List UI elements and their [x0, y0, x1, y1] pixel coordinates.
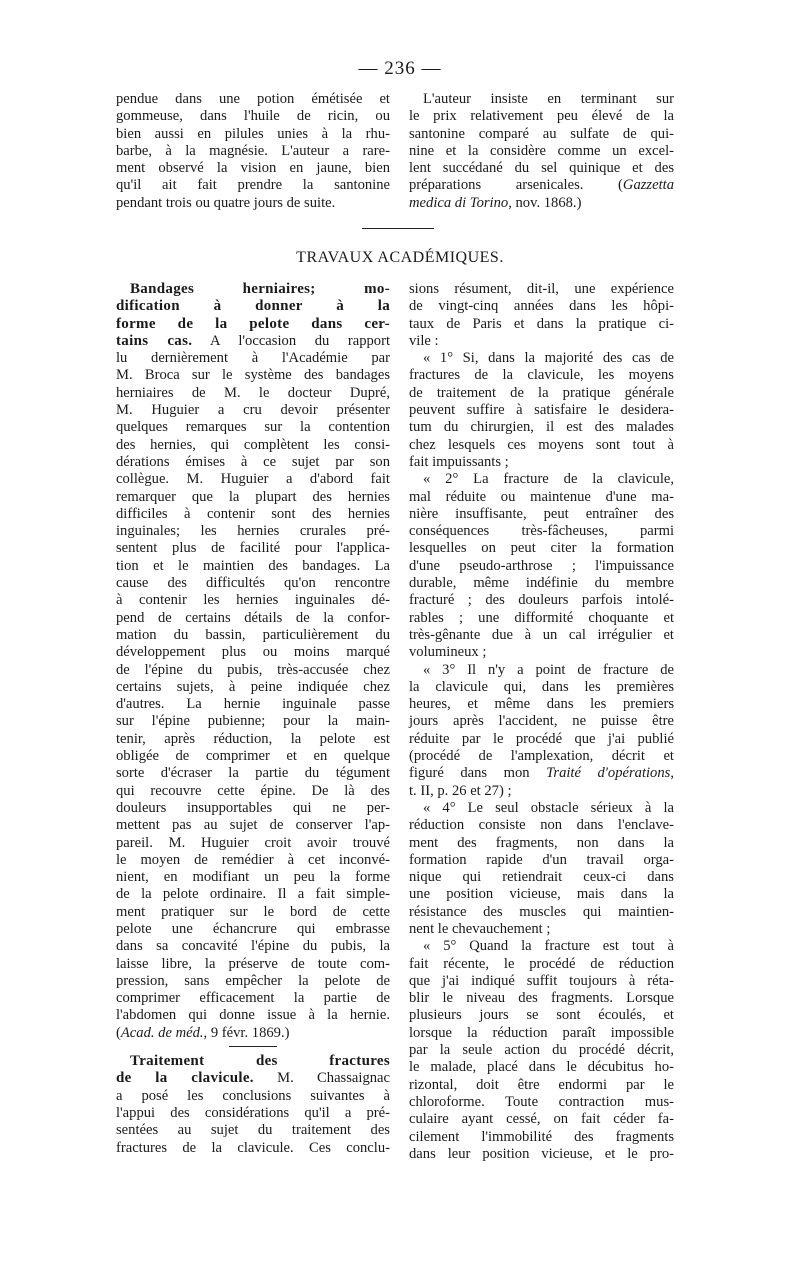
citation-date: , 9 févr. 1869.): [203, 1024, 290, 1041]
text-line: de vingt-cinq années dans les hôpi-: [409, 298, 674, 315]
text-line: « 2° La fracture de la clavicule,: [423, 471, 674, 488]
text-line: de traitement de la pratique générale: [409, 384, 674, 401]
text-line: santonine comparé au sulfate de qui-: [409, 125, 674, 142]
text-line: que j'ai indiqué suffit toujours à réta-: [409, 972, 674, 989]
text-line: lent succédané du sel quinique et des: [409, 160, 674, 177]
citation-paren: (: [618, 177, 623, 194]
text-line: mettent pas au sujet de conserver l'ap-: [116, 817, 390, 834]
text-line: par la seule action du procédé décrit,: [409, 1042, 674, 1059]
text-line: tenir, après réduction, la pelote est: [116, 730, 390, 747]
text-line: très-gênante due à un cal irrégulier et: [409, 626, 674, 643]
text-line: [409, 765, 674, 782]
text-line: tion et le maintien des bandages. La: [116, 557, 390, 574]
text-line: réduction consiste non dans l'enclave-: [409, 817, 674, 834]
text-line: dans sa concavité l'épine du pubis, la: [116, 938, 390, 955]
text-line: barbe, à la magnésie. L'auteur a rare-: [116, 142, 390, 159]
text-line: peuvent suffire à satisfaire le desidera-: [409, 402, 674, 419]
text-line: heures, et même dans les premiers: [409, 696, 674, 713]
text-line: chez lesquels ces moyens sont tout à: [409, 436, 674, 453]
text-line: nière insuffisante, peut entraîner des: [409, 505, 674, 522]
text-line: t. II, p. 26 et 27) ;: [409, 782, 512, 799]
text-line: le moyen de remédier à cet inconvé-: [116, 851, 390, 868]
text-line: conséquences très-fâcheuses, parmi: [409, 523, 674, 540]
text-line: réduite par le procédé que j'ai publié: [409, 730, 674, 747]
text-line: pareil. M. Huguier croit avoir trouvé: [116, 834, 390, 851]
text-line: mation du bassin, particulièrement du: [116, 626, 390, 643]
text-fragment: préparations arsenicales.: [409, 177, 584, 194]
text-line: lorsque la réduction paraît impossible: [409, 1024, 674, 1041]
text-line: fractures de la clavicule, les moyens: [409, 367, 674, 384]
text-line: mal réduite ou maintenue d'une ma-: [409, 488, 674, 505]
text-line: nique qui retiendrait ceux-ci dans: [409, 869, 674, 886]
text-line: gommeuse, dans l'huile de ricin, ou: [116, 108, 390, 125]
citation-journal: Acad. de méd.: [120, 1024, 204, 1041]
text-fragment: ,: [670, 765, 674, 782]
text-line: chloroforme. Toute contraction mus-: [409, 1093, 674, 1110]
article-separator: [229, 1046, 277, 1047]
text-line: dans leur position vicieuse, et le pro-: [409, 1145, 674, 1162]
text-line: comprimer efficacement la partie de: [116, 990, 390, 1007]
text-line: tum du chirurgien, il est des malades: [409, 419, 674, 436]
top-right-column: [409, 91, 674, 212]
text-line: ment pratiquer sur le bord de cette: [116, 903, 390, 920]
text-line: « 3° Il n'y a point de fracture de: [423, 661, 674, 678]
text-line: nent le chevauchement ;: [409, 920, 551, 937]
text-line: durable, même indéfinie du membre: [409, 575, 674, 592]
text-line: (procédé de l'amplexation, décrit et: [409, 748, 674, 765]
text-line: « 5° Quand la fracture est tout à: [423, 938, 674, 955]
text-line: pendue dans une potion émétisée et: [116, 91, 390, 107]
text-line: de l'épine du pubis, très-accusée chez: [116, 661, 390, 678]
text-line: remarquer que la plupart des hernies: [116, 488, 390, 505]
text-line: M. Huguier a cru devoir présenter: [116, 402, 390, 419]
article-title-line: dification à donner à la: [116, 298, 390, 315]
text-fragment: M. Chassaignac: [253, 1070, 390, 1087]
citation-line: [116, 1025, 390, 1042]
text-line: cause des difficultés qu'on rencontre: [116, 575, 390, 592]
text-line: résistance des muscles qui maintien-: [409, 903, 674, 920]
text-line: sur l'épine pubienne; pour la main-: [116, 713, 390, 730]
citation-journal: medica di Torino: [409, 194, 509, 211]
text-line: de la pelote ordinaire. Il a fait simple-: [116, 886, 390, 903]
text-line: nient, en modifiant un peu la forme: [116, 869, 390, 886]
text-line: fractures de la clavicule. Ces conclu-: [116, 1139, 390, 1156]
text-line: pendant trois ou quatre jours de suite.: [116, 194, 336, 211]
text-line: nine et la considère comme un excel-: [409, 142, 674, 159]
citation-date: , nov. 1868.): [508, 194, 582, 211]
text-fragment: A l'occasion du rapport: [192, 332, 391, 349]
citation-journal: Gazzetta: [622, 177, 674, 194]
text-line: certains sujets, à peine indiquée chez: [116, 678, 390, 695]
text-line: « 4° Le seul obstacle sérieux à la: [423, 799, 674, 816]
text-line: jours après l'accident, ne puisse être: [409, 713, 674, 730]
text-line: obligée de comprimer et en quelque: [116, 748, 390, 765]
article-title-line: Bandages herniaires; mo-: [130, 281, 390, 297]
text-line: culaire ayant cessé, on fait céder fa-: [409, 1111, 674, 1128]
text-line: difficiles à contenir sont des hernies: [116, 505, 390, 522]
section-title: TRAVAUX ACADÉMIQUES.: [296, 249, 504, 266]
citation-paren: (: [116, 1024, 121, 1041]
article-title-end: tains cas.: [116, 332, 193, 349]
text-line: [409, 195, 674, 212]
text-line: fait impuissants ;: [409, 453, 509, 470]
text-line: M. Broca sur le système des bandages: [116, 367, 390, 384]
text-line: quelques remarques sur la contention: [116, 419, 390, 436]
text-line: le malade, placé dans le décubitus ho-: [409, 1059, 674, 1076]
text-line: qu'il ait fait prendre la santonine: [116, 177, 390, 194]
text-line: lu dernièrement à l'Académie par: [116, 350, 390, 367]
text-line: formation rapide d'un travail orga-: [409, 851, 674, 868]
text-line: sentées au sujet du traitement des: [116, 1122, 390, 1139]
text-line: rables ; une difformité choquante et: [409, 609, 674, 626]
text-line: blir le niveau des fragments. Lorsque: [409, 990, 674, 1007]
text-line: fracturé ; des douleurs parfois intolé-: [409, 592, 674, 609]
text-line: taux de Paris et dans la pratique ci-: [409, 315, 674, 332]
text-line: sorte d'écraser la partie du tégument: [116, 765, 390, 782]
text-line: collègue. M. Huguier a d'abord fait: [116, 471, 390, 488]
text-line: [116, 333, 390, 350]
text-line: développement plus ou moins marqué: [116, 644, 390, 661]
text-line: à contenir les hernies inguinales dé-: [116, 592, 390, 609]
separator-rule: [362, 228, 434, 229]
text-line: [409, 177, 674, 194]
text-fragment: figuré dans mon: [409, 765, 547, 782]
text-line: sions résument, dit-il, une expérience: [409, 281, 674, 297]
text-line: cilement l'immobilité des fragments: [409, 1128, 674, 1145]
text-line: rizontal, doit être endormi par le: [409, 1076, 674, 1093]
text-line: d'autres. La hernie inguinale passe: [116, 696, 390, 713]
text-line: « 1° Si, dans la majorité des cas de: [423, 350, 674, 367]
text-line: douleurs insupportables qui ne per-: [116, 799, 390, 816]
text-line: des hernies, qui complètent les consi-: [116, 436, 390, 453]
text-line: herniaires de M. le docteur Dupré,: [116, 384, 390, 401]
text-line: ment observé la vision en jaune, bien: [116, 160, 390, 177]
article-title-line: Traitement des fractures: [130, 1053, 390, 1070]
text-line: fait récente, le procédé de réduction: [409, 955, 674, 972]
text-line: plusieurs jours se sont écoulés, et: [409, 1007, 674, 1024]
article-title-line: forme de la pelote dans cer-: [116, 315, 390, 332]
left-column: [116, 281, 390, 1157]
page-number: — 236 —: [358, 58, 442, 79]
text-line: la clavicule qui, dans les premières: [409, 678, 674, 695]
text-line: [116, 1070, 390, 1087]
text-line: inguinales; les hernies crurales pré-: [116, 523, 390, 540]
text-line: bien aussi en pilules unies à la rhu-: [116, 125, 390, 142]
article-title-end: de la clavicule.: [116, 1070, 254, 1087]
text-line: l'appui des considérations qu'il a pré-: [116, 1104, 390, 1121]
top-left-column: [116, 91, 390, 212]
text-line: vile :: [409, 332, 439, 349]
text-line: ment des fragments, non dans la: [409, 834, 674, 851]
text-line: pelote une échancrure qui embrasse: [116, 920, 390, 937]
text-line: pression, sans empêcher la pelote de: [116, 972, 390, 989]
text-line: l'abdomen qui donne issue à la hernie.: [116, 1007, 390, 1024]
text-line: a posé les conclusions suivantes à: [116, 1087, 390, 1104]
text-line: laisse libre, la préserve de toute com-: [116, 955, 390, 972]
text-line: le prix relativement peu élevé de la: [409, 108, 674, 125]
text-line: sentent plus de facilité pour l'applica-: [116, 540, 390, 557]
right-column: [409, 281, 674, 1163]
text-line: volumineux ;: [409, 644, 487, 661]
text-line: une position vicieuse, mais dans la: [409, 886, 674, 903]
text-line: dérations émises à ce sujet par son: [116, 453, 390, 470]
book-title: Traité d'opérations: [546, 765, 671, 782]
text-line: qui recouvre cette épine. De là des: [116, 782, 390, 799]
text-line: d'une pseudo-arthrose ; l'impuissance: [409, 557, 674, 574]
text-line: lesquelles on peut citer la formation: [409, 540, 674, 557]
text-line: pend de certains détails de la confor-: [116, 609, 390, 626]
text-line: L'auteur insiste en terminant sur: [423, 91, 674, 107]
